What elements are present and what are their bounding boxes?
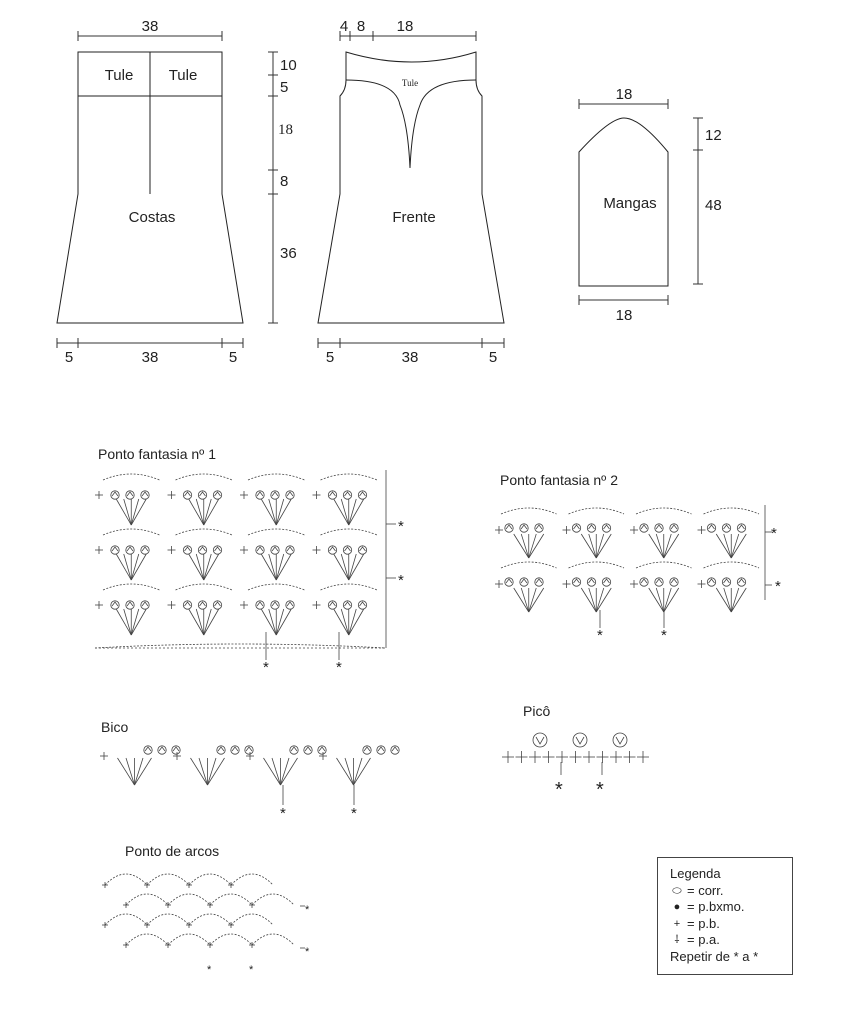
costas-tule-right: Tule	[168, 67, 198, 84]
stitch-mark	[269, 499, 277, 525]
stitch-mark	[521, 588, 529, 612]
stitch-mark	[185, 602, 191, 606]
mangas-height-2: 48	[705, 197, 722, 214]
stitch-mark	[276, 499, 284, 525]
stitch-mark	[231, 874, 273, 885]
stitch-mark	[126, 934, 168, 945]
stitch-mark	[126, 758, 135, 785]
stitch-mark	[345, 602, 351, 606]
stitch-mark	[272, 758, 281, 785]
legend-item-pa	[670, 932, 792, 949]
mangas-piece	[579, 86, 722, 324]
stitch-mark	[291, 747, 297, 751]
stitch-mark	[330, 602, 336, 606]
stitch-mark	[349, 609, 357, 635]
repeat-marker: *	[207, 964, 212, 976]
repeat-marker: *	[351, 805, 357, 822]
cross-symbol-icon: +	[673, 917, 681, 930]
stitch-mark	[656, 534, 664, 558]
stitch-mark	[739, 525, 745, 529]
stitch-mark	[131, 609, 139, 635]
costas-height-3: 18	[278, 122, 293, 138]
stitch-mark	[185, 492, 191, 496]
stitch-mark	[341, 499, 349, 525]
stitch-mark	[709, 579, 715, 583]
stitch-mark	[204, 554, 212, 580]
repeat-marker: *	[398, 518, 404, 535]
stitch-mark	[189, 499, 204, 525]
stitch-mark	[272, 547, 278, 551]
stitch-mark	[272, 492, 278, 496]
stitch-mark	[664, 588, 679, 612]
stitch-mark	[204, 499, 212, 525]
legend-item-text: = p.bxmo.	[687, 899, 745, 914]
stitch-mark	[210, 934, 252, 945]
stitch-mark	[739, 579, 745, 583]
stitch-mark	[200, 492, 206, 496]
stitch-mark	[196, 609, 204, 635]
stitch-mark	[360, 492, 366, 496]
dot-symbol-icon: ●	[673, 901, 681, 913]
stitch-mark	[118, 758, 135, 785]
stitch-mark	[261, 554, 276, 580]
stitch-mark	[103, 474, 160, 480]
stitch-mark	[103, 529, 160, 535]
costas-height-5: 36	[280, 245, 297, 262]
stitch-mark	[533, 733, 547, 747]
legend-title: Legenda	[670, 866, 721, 881]
stitch-mark	[589, 525, 595, 529]
stitch-mark	[276, 609, 291, 635]
stitch-mark	[127, 602, 133, 606]
repeat-marker: *	[771, 525, 777, 542]
stitch-mark	[574, 525, 580, 529]
stitch-mark	[142, 492, 148, 496]
stitch-mark	[261, 499, 276, 525]
stitch-mark	[529, 534, 537, 558]
costas-height-1: 10	[280, 57, 297, 74]
stitch-mark	[514, 534, 529, 558]
stitch-mark	[124, 609, 132, 635]
stitch-mark	[191, 758, 208, 785]
stitch-mark	[173, 747, 179, 751]
stitch-mark	[349, 499, 357, 525]
stitch-mark	[131, 554, 146, 580]
stitch-mark	[131, 554, 139, 580]
stitch-mark	[248, 584, 305, 590]
stitch-mark	[196, 499, 204, 525]
repeat-marker: *	[596, 779, 604, 801]
ponto1-title: Ponto fantasia nº 1	[98, 446, 216, 462]
stitch-mark	[341, 609, 349, 635]
stitch-mark	[215, 602, 221, 606]
frente-top-1: 4	[339, 18, 349, 35]
stitch-mark	[596, 534, 604, 558]
stitch-mark	[264, 758, 281, 785]
stitch-mark	[589, 588, 597, 612]
repeat-marker: *	[555, 779, 563, 801]
stitch-mark	[208, 758, 217, 785]
stitch-mark	[105, 914, 147, 925]
stitch-mark	[142, 602, 148, 606]
stitch-mark	[506, 525, 512, 529]
stitch-mark	[731, 534, 739, 558]
stitch-mark	[529, 588, 544, 612]
stitch-mark	[248, 474, 305, 480]
stitch-mark	[341, 554, 349, 580]
stitch-mark	[330, 547, 336, 551]
stitch-mark	[731, 534, 746, 558]
stitch-mark	[392, 747, 398, 751]
stitch-mark	[218, 747, 224, 751]
stitch-mark	[649, 534, 664, 558]
stitch-mark	[116, 499, 131, 525]
bico-markers	[280, 805, 357, 822]
stitch-mark	[287, 547, 293, 551]
stitch-mark	[514, 588, 529, 612]
legend-item-pb	[670, 916, 792, 933]
stitch-mark	[569, 508, 625, 514]
stitch-mark	[147, 914, 189, 925]
frente-top-3: 18	[396, 18, 414, 35]
frente-bottom-left: 5	[325, 349, 335, 366]
stitch-mark	[215, 547, 221, 551]
stitch-mark	[596, 588, 611, 612]
stitch-mark	[704, 562, 760, 568]
arcos-chart	[102, 874, 305, 948]
stitch-mark	[127, 492, 133, 496]
stitch-mark	[276, 499, 291, 525]
repeat-marker: *	[398, 572, 404, 589]
stitch-mark	[257, 492, 263, 496]
stitch-mark	[200, 547, 206, 551]
costas-label: Costas	[128, 209, 176, 226]
stitch-mark	[112, 547, 118, 551]
stitch-mark	[581, 534, 596, 558]
arcos-markers	[207, 904, 310, 976]
stitch-mark	[287, 602, 293, 606]
legend-item-text: = p.a.	[687, 932, 720, 947]
stitch-mark	[204, 554, 219, 580]
stitch-mark	[112, 492, 118, 496]
stitch-mark	[671, 525, 677, 529]
costas-bottom-left: 5	[64, 349, 74, 366]
ponto1-markers	[263, 518, 404, 676]
stitch-mark	[641, 579, 647, 583]
stitch-mark	[636, 508, 692, 514]
stitch-mark	[305, 747, 311, 751]
stitch-mark	[126, 894, 168, 905]
stitch-mark	[189, 914, 231, 925]
bico-title: Bico	[101, 719, 129, 735]
stitch-mark	[200, 602, 206, 606]
stitch-mark	[354, 758, 363, 785]
stitch-mark	[168, 934, 210, 945]
stitch-mark	[529, 534, 544, 558]
stitch-mark	[196, 554, 204, 580]
pico-chart	[502, 733, 649, 775]
stitch-mark	[613, 733, 627, 747]
stitch-mark	[501, 508, 557, 514]
stitch-mark	[210, 894, 252, 905]
stitch-mark	[159, 747, 165, 751]
stitch-mark	[176, 529, 233, 535]
pico-markers	[555, 779, 604, 801]
stitch-mark	[576, 737, 584, 744]
stitch-mark	[656, 588, 664, 612]
stitch-mark	[189, 874, 231, 885]
stitch-mark	[574, 579, 580, 583]
repeat-marker: *	[597, 627, 603, 644]
repeat-marker: *	[336, 659, 342, 676]
ponto1-chart	[95, 470, 396, 660]
stitch-mark	[112, 602, 118, 606]
stitch-mark	[105, 874, 147, 885]
repeat-marker: *	[280, 805, 286, 822]
stitch-mark	[232, 747, 238, 751]
stitch-mark	[204, 609, 219, 635]
stitch-mark	[731, 588, 746, 612]
ponto2-markers	[597, 525, 781, 644]
stitch-mark	[364, 747, 370, 751]
frente-piece	[318, 18, 504, 366]
stitch-mark	[334, 609, 349, 635]
stitch-mark	[103, 584, 160, 590]
stitch-mark	[321, 474, 378, 480]
repeat-marker: *	[249, 964, 254, 976]
arcos-title: Ponto de arcos	[125, 843, 220, 859]
legend-box	[657, 857, 793, 975]
stitch-mark	[261, 609, 276, 635]
stitch-mark	[269, 609, 277, 635]
ponto2-title: Ponto fantasia nº 2	[500, 472, 618, 488]
stitch-mark	[345, 758, 354, 785]
stitch-mark	[641, 525, 647, 529]
bico-chart	[100, 746, 399, 805]
stitch-mark	[506, 579, 512, 583]
mangas-bottom-width: 18	[615, 307, 633, 324]
frente-label: Frente	[392, 209, 436, 226]
stitch-mark	[319, 747, 325, 751]
stitch-mark	[716, 588, 731, 612]
stitch-mark	[215, 492, 221, 496]
costas-bottom-center: 38	[141, 349, 159, 366]
stitch-mark	[716, 534, 731, 558]
stitch-mark	[131, 609, 146, 635]
stitch-mark	[354, 758, 371, 785]
stitch-mark	[246, 747, 252, 751]
stitch-mark	[116, 609, 131, 635]
stitch-mark	[334, 554, 349, 580]
stitch-mark	[596, 588, 604, 612]
stick-symbol-icon: ⸸	[674, 934, 680, 946]
mangas-height-1: 12	[705, 127, 722, 144]
stitch-mark	[135, 758, 144, 785]
oval-symbol-icon: ⬭	[672, 884, 682, 897]
repeat-marker: *	[661, 627, 667, 644]
stitch-mark	[724, 525, 730, 529]
frente-bottom-right: 5	[488, 349, 498, 366]
stitch-mark	[145, 747, 151, 751]
stitch-mark	[124, 554, 132, 580]
stitch-mark	[569, 562, 625, 568]
stitch-mark	[321, 529, 378, 535]
legend-item-text: = p.b.	[687, 915, 720, 931]
stitch-mark	[604, 579, 610, 583]
stitch-mark	[636, 562, 692, 568]
stitch-mark	[589, 534, 597, 558]
stitch-mark	[131, 499, 146, 525]
stitch-mark	[709, 525, 715, 529]
stitch-mark	[189, 609, 204, 635]
stitch-mark	[281, 758, 298, 785]
costas-tule-left: Tule	[104, 67, 134, 84]
stitch-mark	[704, 508, 760, 514]
costas-height-2: 5	[280, 79, 289, 96]
stitch-mark	[147, 874, 189, 885]
legend-item-corr	[670, 883, 792, 900]
frente-tule-label: Tule	[401, 78, 419, 88]
stitch-mark	[276, 554, 284, 580]
stitch-mark	[345, 547, 351, 551]
stitch-mark	[131, 499, 139, 525]
repeat-marker: *	[775, 578, 781, 595]
stitch-mark	[345, 492, 351, 496]
stitch-mark	[360, 547, 366, 551]
stitch-mark	[521, 534, 529, 558]
legend-item-text: = corr.	[687, 882, 724, 898]
stitch-mark	[671, 579, 677, 583]
legend-item-pbxmo	[670, 899, 792, 916]
mangas-label: Mangas	[603, 195, 657, 212]
stitch-mark	[276, 554, 291, 580]
stitch-mark	[349, 499, 364, 525]
stitch-mark	[204, 609, 212, 635]
stitch-mark	[616, 737, 624, 744]
costas-piece	[57, 18, 297, 366]
stitch-mark	[536, 525, 542, 529]
stitch-mark	[349, 609, 364, 635]
stitch-mark	[276, 609, 284, 635]
stitch-mark	[337, 758, 354, 785]
stitch-mark	[536, 579, 542, 583]
stitch-mark	[281, 758, 290, 785]
stitch-mark	[116, 554, 131, 580]
stitch-mark	[521, 525, 527, 529]
stitch-mark	[581, 588, 596, 612]
stitch-mark	[252, 894, 294, 905]
stitch-mark	[378, 747, 384, 751]
stitch-mark	[731, 588, 739, 612]
stitch-mark	[199, 758, 208, 785]
stitch-mark	[135, 758, 152, 785]
stitch-mark	[330, 492, 336, 496]
stitch-mark	[501, 562, 557, 568]
stitch-mark	[176, 584, 233, 590]
stitch-mark	[649, 588, 664, 612]
stitch-mark	[185, 547, 191, 551]
stitch-mark	[724, 579, 730, 583]
stitch-mark	[269, 554, 277, 580]
stitch-mark	[189, 554, 204, 580]
stitch-mark	[664, 588, 672, 612]
repeat-marker: *	[263, 659, 269, 676]
stitch-mark	[656, 525, 662, 529]
stitch-mark	[334, 499, 349, 525]
stitch-mark	[208, 758, 225, 785]
legend-repeat: Repetir de * a *	[670, 948, 759, 964]
stitch-mark	[257, 602, 263, 606]
repeat-marker: *	[305, 904, 310, 916]
stitch-mark	[349, 554, 357, 580]
stitch-mark	[724, 588, 732, 612]
costas-top-width: 38	[141, 18, 159, 35]
stitch-mark	[321, 584, 378, 590]
costas-bottom-right: 5	[228, 349, 238, 366]
stitch-mark	[724, 534, 732, 558]
stitch-mark	[176, 474, 233, 480]
stitch-mark	[231, 914, 273, 925]
pico-title: Picô	[523, 703, 551, 719]
stitch-mark	[124, 499, 132, 525]
costas-height-4: 8	[280, 173, 289, 190]
stitch-mark	[349, 554, 364, 580]
stitch-mark	[257, 547, 263, 551]
stitch-mark	[252, 934, 294, 945]
stitch-mark	[287, 492, 293, 496]
stitch-mark	[272, 602, 278, 606]
stitch-mark	[589, 579, 595, 583]
stitch-mark	[95, 644, 385, 648]
stitch-mark	[573, 733, 587, 747]
stitch-mark	[360, 602, 366, 606]
stitch-mark	[536, 737, 544, 744]
ponto2-chart	[495, 505, 772, 628]
stitch-mark	[664, 534, 672, 558]
frente-top-2: 8	[356, 18, 366, 35]
mangas-top-width: 18	[615, 86, 633, 103]
stitch-mark	[604, 525, 610, 529]
stitch-mark	[204, 499, 219, 525]
stitch-mark	[521, 579, 527, 583]
repeat-marker: *	[305, 946, 310, 958]
stitch-mark	[127, 547, 133, 551]
stitch-mark	[168, 894, 210, 905]
stitch-mark	[529, 588, 537, 612]
stitch-mark	[596, 534, 611, 558]
stitch-mark	[664, 534, 679, 558]
stitch-mark	[656, 579, 662, 583]
stitch-mark	[142, 547, 148, 551]
stitch-mark	[248, 529, 305, 535]
frente-bottom-center: 38	[401, 349, 419, 366]
